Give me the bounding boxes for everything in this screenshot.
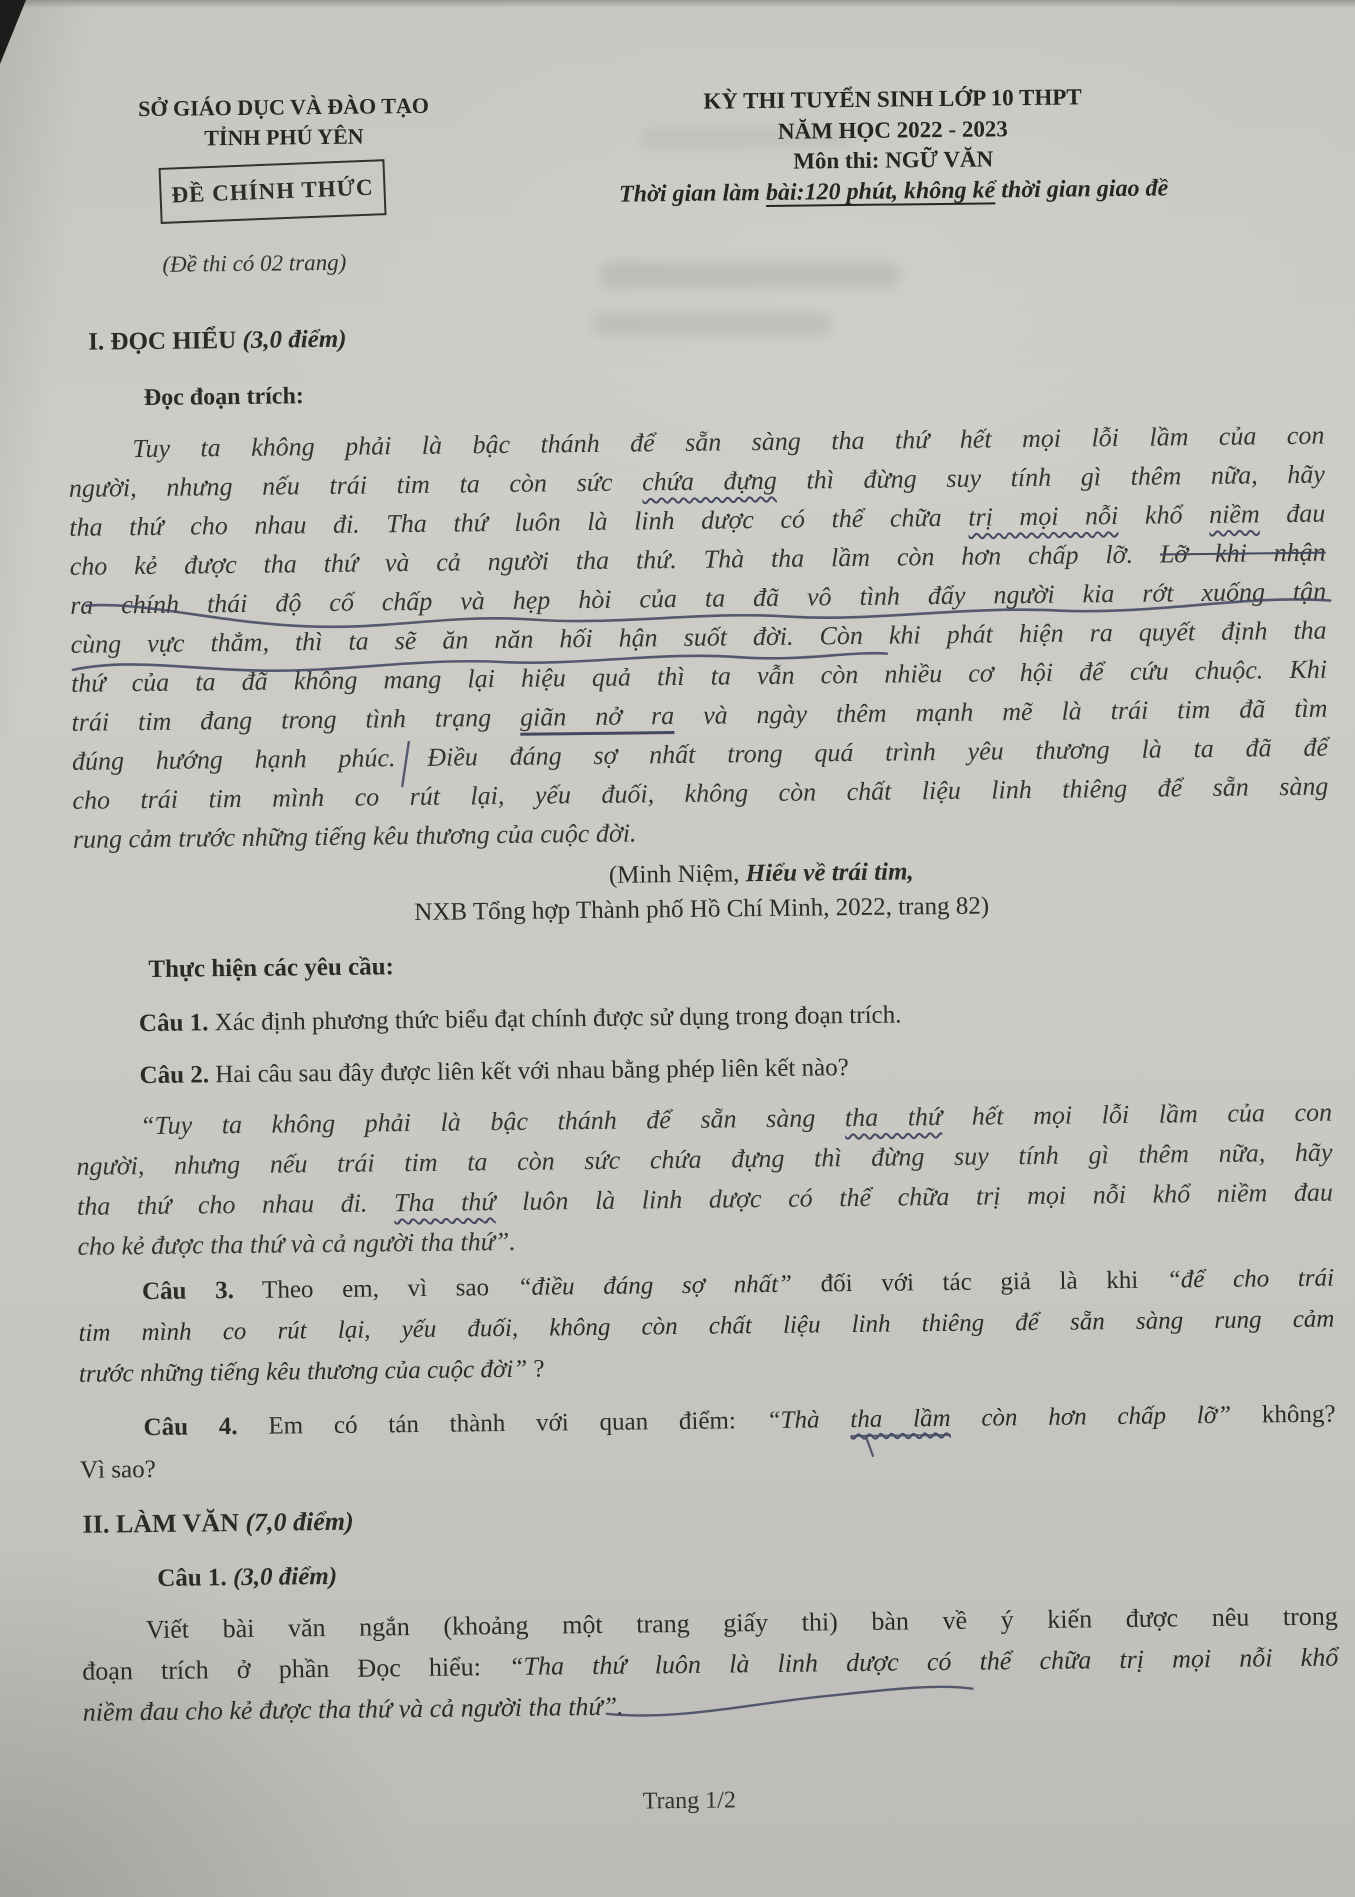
school-year: NĂM HỌC 2022 - 2023 [777, 116, 1008, 144]
question-2: Câu 2. Hai câu sau đây được liên kết với nhau bằng phép liên kết nào? [139, 1054, 849, 1090]
header-organization [100, 90, 467, 154]
read-passage-prompt: Đọc đoạn trích: [143, 383, 304, 412]
question-2-quote [76, 1093, 1334, 1267]
question-3-line: trước những tiếng kêu thương của cuộc đời” ? [78, 1355, 545, 1388]
time-allowed-line: Thời gian làm bài:120 phút, không kể thời gian giao đề [618, 175, 1169, 208]
page-number: Trang 1/2 [642, 1787, 737, 1815]
citation-author-title: (Minh Niệm, Hiểu về trái tim, [608, 858, 914, 889]
photo-edge-shadow [0, 0, 1355, 8]
tasks-prompt: Thực hiện các yêu cầu: [148, 953, 395, 984]
passage-line: cho kẻ được tha thứ và cả người tha thứ. Thà tha lầm còn hơn chấp lỡ. Lỡ khi nhận [69, 537, 1326, 581]
question-4: Câu 4. Em có tán thành với quan điểm: “Thà tha lầm còn hơn chấp lỡ” không? [143, 1400, 1336, 1442]
writing-body-line: đoạn trích ở phần Đọc hiểu: “Tha thứ luôn là linh dược có thể chữa trị mọi nỗi khổ [82, 1642, 1339, 1686]
passage-line: người, nhưng nếu trái tim ta còn sức chứa đựng thì đừng suy tính gì thêm nữa, hãy [68, 459, 1325, 503]
writing-body-line: Viết bài văn ngắn (khoảng một trang giấy thi) bàn về ý kiến được nêu trong [145, 1601, 1338, 1645]
quote-line: tha thứ cho nhau đi. Tha thứ luôn là linh dược có thể chữa trị mọi nỗi khổ niềm đau [76, 1177, 1334, 1221]
passage-line: ra chính thái độ cố chấp và hẹp hòi của ta đã vô tình đẩy người kia rớt xuống tận [70, 576, 1327, 620]
question-3-line: tim mình co rút lại, yếu đuối, không còn chất liệu linh thiêng để sẵn sàng rung cảm [78, 1305, 1335, 1347]
passage-line: tha thứ cho nhau đi. Tha thứ luôn là linh dược có thể chữa trị mọi nỗi khổ niềm đau [69, 498, 1326, 542]
header-exam-info [447, 78, 1338, 213]
question-1: Câu 1. Xác định phương thức biểu đạt chính được sử dụng trong đoạn trích. [138, 1001, 902, 1038]
passage-line: rung cảm trước những tiếng kêu thương của cuộc đời. [72, 818, 637, 854]
question-4-tail: Vì sao? [79, 1455, 156, 1484]
passage-line: Tuy ta không phải là bậc thánh để sẵn sàng tha thứ hết mọi lỗi lầm của con [132, 420, 1325, 464]
org-line-2: TỈNH PHÚ YÊN [204, 123, 364, 151]
passage-line: đúng hướng hạnh phúc. Điều đáng sợ nhất trong quá trình yêu thương là ta đã để [71, 732, 1329, 776]
section-1-heading: I. ĐỌC HIỂU (3,0 điểm) [88, 325, 347, 356]
writing-question-1-body [82, 1596, 1339, 1733]
exam-title: KỲ THI TUYỂN SINH LỚP 10 THPT [703, 84, 1082, 114]
official-exam-stamp-box [159, 159, 387, 224]
pages-note: (Đề thi có 02 trang) [162, 249, 347, 277]
section-2-heading: II. LÀM VĂN (7,0 điểm) [82, 1506, 354, 1539]
writing-question-1-heading: Câu 1. (3,0 điểm) [157, 1562, 338, 1592]
question-3-line: Câu 3. Theo em, vì sao “điều đáng sợ nhất” đối với tác giả là khi “để cho trái [141, 1264, 1335, 1306]
writing-body-line: niềm đau cho kẻ được tha thứ và cả người tha thứ”. [82, 1691, 624, 1727]
reading-passage [68, 416, 1329, 859]
subject-line: Môn thi: NGỮ VĂN [793, 146, 994, 174]
passage-line: trái tim đang trong tình trạng giãn nở ra và ngày thêm mạnh mẽ là trái tim đã tìm [71, 693, 1328, 737]
passage-line: cho trái tim mình co rút lại, yếu đuối, không còn chất liệu linh thiêng để sẵn sàng [72, 771, 1329, 815]
passage-line: cùng vực thẳm, thì ta sẽ ăn năn hối hận suốt đời. Còn khi phát hiện ra quyết định tha [70, 615, 1327, 659]
org-line-1: SỞ GIÁO DỤC VÀ ĐÀO TẠO [138, 92, 430, 122]
quote-line: cho kẻ được tha thứ và cả người tha thứ”. [77, 1226, 516, 1261]
passage-citation [73, 850, 1330, 934]
citation-publisher: NXB Tổng hợp Thành phố Hồ Chí Minh, 2022, trang 82) [414, 892, 990, 926]
question-3 [78, 1258, 1335, 1395]
official-exam-stamp-label: ĐỀ CHÍNH THỨC [171, 174, 374, 208]
quote-line: người, nhưng nếu trái tim ta còn sức chứa đựng thì đừng suy tính gì thêm nữa, hãy [76, 1137, 1333, 1181]
passage-line: thứ của ta đã không mang lại hiệu quả thì ta vẫn còn nhiều cơ hội để cứu chuộc. Khi [70, 654, 1328, 698]
quote-line: “Tuy ta không phải là bậc thánh để sẵn sàng tha thứ hết mọi lỗi lầm của con [139, 1097, 1333, 1141]
